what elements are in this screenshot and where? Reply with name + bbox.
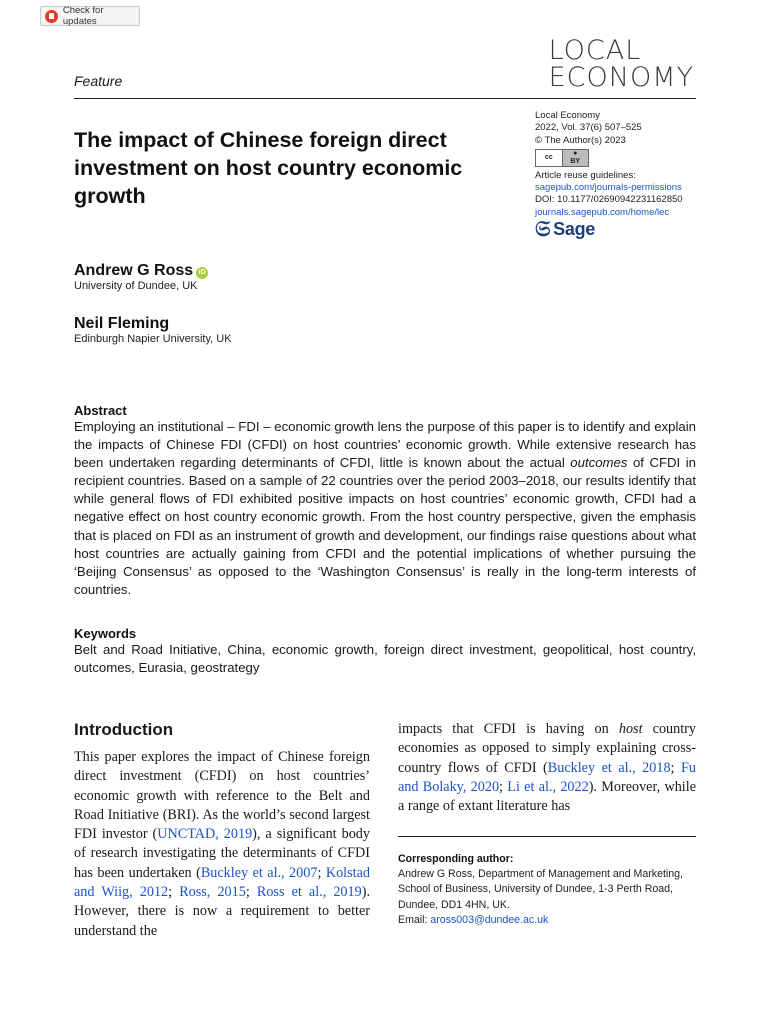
header-divider — [74, 98, 696, 99]
author-affiliation: University of Dundee, UK — [74, 280, 198, 292]
corresponding-address: Andrew G Ross, Department of Management and Marketing, School of Business, University of Dundee, 1-3 Perth Road, Dundee, DD1 4HN, UK. — [398, 868, 683, 911]
citation-link[interactable]: Li et al., 2022 — [507, 778, 589, 795]
sage-wordmark: Sage — [553, 219, 595, 240]
reuse-link[interactable]: sagepub.com/journals-permissions — [535, 182, 682, 194]
article-title: The impact of Chinese foreign direct investment on host country economic growth — [74, 128, 463, 208]
journal-name: Local Economy — [535, 110, 600, 121]
journal-logo-line2: ECONOMY — [548, 62, 694, 93]
check-for-updates-label: Check for updates — [62, 5, 104, 27]
by-label: BY — [570, 157, 581, 165]
author-1 — [74, 262, 208, 292]
abstract-section — [74, 403, 696, 599]
citation-link[interactable]: Buckley et al., 2007 — [200, 864, 318, 881]
journal-homepage-link[interactable]: journals.sagepub.com/home/lec — [535, 206, 670, 218]
copyright: © The Author(s) 2023 — [535, 134, 626, 146]
cc-icon: cc — [536, 150, 563, 166]
introduction-heading: Introduction — [74, 720, 174, 739]
citation-link[interactable]: Fu and Bolaky, 2020 — [398, 759, 696, 795]
email-link[interactable]: aross003@dundee.ac.uk — [430, 913, 549, 926]
abstract-heading: Abstract — [74, 403, 127, 418]
citation-link[interactable]: Kolstad and Wiig, 2012 — [74, 864, 370, 901]
by-icon: ● BY — [563, 150, 589, 166]
abstract-text: Employing an institutional – FDI – economic growth lens the purpose of this paper is to identify and explain the impacts of Chinese FDI (CFDI) on host countries’ economic growth. While extensive research has been undertaken regarding determinants of CFDI, little is known about the actual outcomes of CFDI in recipient countries. Based on a sample of 22 countries over the period 2003–2018, our results identify that while general flows of FDI exhibited positive impacts on host countries’ economic growth, CFDI had a negative effect on host country economic growth. From the host country perspective, given the emphasis that is placed on FDI as an instrument of growth and development, our findings raise questions about what host countries are actually gaining from CFDI and the potential implications of whether pursuing the ‘Beijing Consensus’ as opposed to the ‘Washington Consensus’ is really in the long-term interests of countries. — [74, 419, 696, 597]
article-type: Feature — [74, 73, 123, 89]
volume-info: 2022, Vol. 37(6) 507–525 — [535, 122, 642, 134]
bookmark-icon — [45, 10, 58, 23]
footnote-divider — [398, 836, 696, 837]
citation-link[interactable]: Ross et al., 2019 — [256, 884, 362, 901]
sage-logo[interactable] — [535, 216, 715, 243]
author-name: Neil Fleming — [74, 315, 170, 332]
corresponding-author: Corresponding author: Andrew G Ross, Department of Management and Marketing, School of Business, University of Dundee, 1-3 Perth Road, Dundee, DD1 4HN, UK. Email: aross003@dundee.ac.uk — [398, 852, 696, 928]
citation-link[interactable]: Buckley et al., 2018 — [547, 759, 671, 776]
corresponding-heading: Corresponding author: — [398, 853, 514, 865]
citation-link[interactable]: UNCTAD, 2019 — [157, 826, 253, 843]
author-2 — [74, 315, 232, 345]
journal-logo — [548, 35, 694, 93]
intro-left-column: This paper explores the impact of Chinese foreign direct investment (CFDI) on host countries’ economic growth with reference to the Belt and Road Initiative (BRI). As the world’s second largest FDI investor (UNCTAD, 2019), a significant body of research investigating the determinants of CFDI has been undertaken (Buckley et al., 2007; Kolstad and Wiig, 2012; Ross, 2015; Ross et al., 2019). However, there is now a requirement to better understand the — [74, 749, 370, 939]
article-meta — [535, 110, 715, 243]
journal-logo-line1: LOCAL — [548, 35, 642, 66]
doi: DOI: 10.1177/02690942231162850 — [535, 194, 683, 206]
reuse-label: Article reuse guidelines: — [535, 169, 636, 181]
author-name: Andrew G Ross — [74, 262, 194, 279]
keywords-heading: Keywords — [74, 626, 137, 641]
orcid-icon[interactable]: iD — [196, 267, 208, 279]
intro-right-column: impacts that CFDI is having on host country economies as opposed to simply explaining cross-country flows of CFDI (Buckley et al., 2018; Fu and Bolaky, 2020; Li et al., 2022). Moreover, while a range of extant literature has — [398, 721, 696, 815]
keywords-section — [74, 626, 696, 677]
check-for-updates-badge[interactable] — [40, 6, 140, 26]
cc-by-license-icon[interactable] — [535, 149, 589, 167]
author-affiliation: Edinburgh Napier University, UK — [74, 333, 232, 345]
sage-s-icon: 𝔖 — [535, 216, 551, 243]
keywords-text: Belt and Road Initiative, China, economic growth, foreign direct investment, geopolitical, host country, outcomes, Eurasia, geostrategy — [74, 642, 696, 676]
citation-link[interactable]: Ross, 2015 — [179, 884, 246, 901]
